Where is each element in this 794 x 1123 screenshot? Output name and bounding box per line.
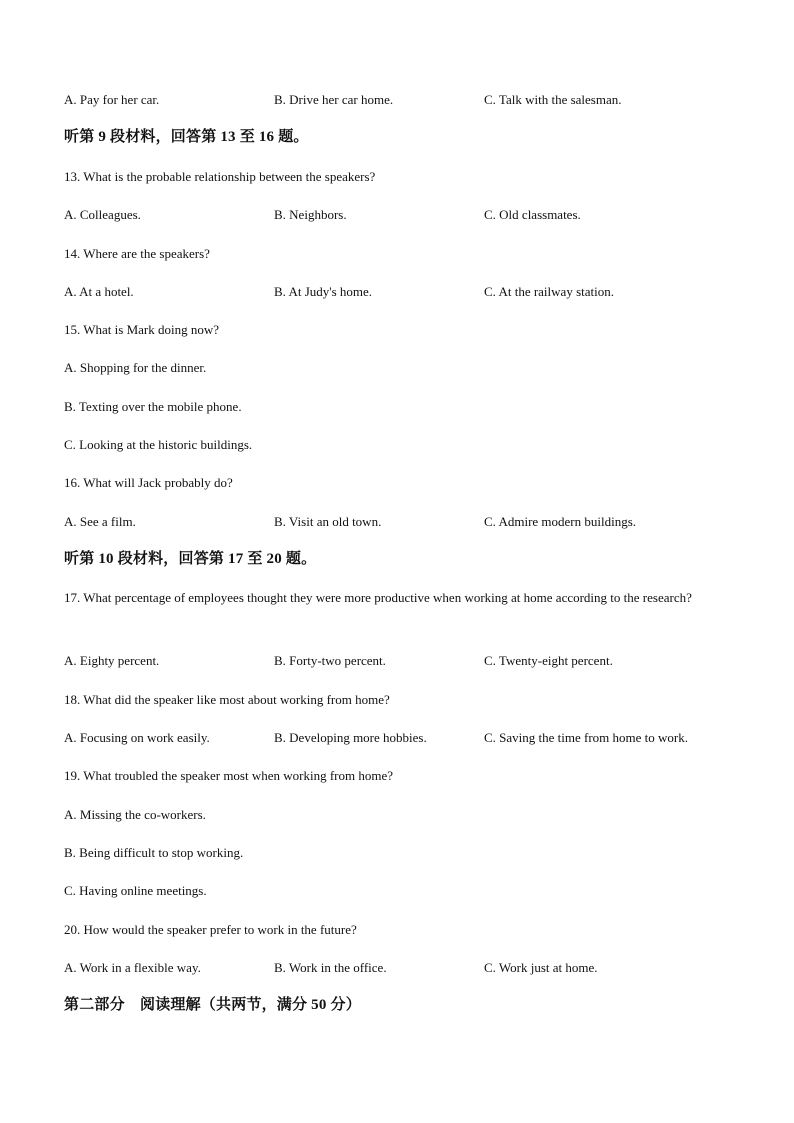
q18-option-c: C. Saving the time from home to work. bbox=[484, 730, 689, 745]
q14-option-a: A. At a hotel. bbox=[64, 284, 134, 299]
q12-option-c: C. Talk with the salesman. bbox=[484, 92, 622, 107]
q16-option-b: B. Visit an old town. bbox=[274, 514, 382, 529]
q18-option-a: A. Focusing on work easily. bbox=[64, 730, 210, 745]
q16-question: 16. What will Jack probably do? bbox=[64, 475, 233, 490]
q16-option-a: A. See a film. bbox=[64, 514, 136, 529]
q13-option-c: C. Old classmates. bbox=[484, 207, 581, 222]
q18-question: 18. What did the speaker like most about working from home? bbox=[64, 692, 390, 707]
q16-option-c: C. Admire modern buildings. bbox=[484, 514, 637, 529]
q15-question: 15. What is Mark doing now? bbox=[64, 322, 220, 337]
q17-option-b: B. Forty-two percent. bbox=[274, 653, 386, 668]
q15-option-b: B. Texting over the mobile phone. bbox=[64, 399, 242, 414]
q19-question: 19. What troubled the speaker most when working from home? bbox=[64, 768, 394, 783]
q14-question: 14. Where are the speakers? bbox=[64, 246, 210, 261]
section-10-heading: 听第 10 段材料，回答第 17 至 20 题。 bbox=[64, 551, 317, 567]
q13-option-b: B. Neighbors. bbox=[274, 207, 347, 222]
q17-option-a: A. Eighty percent. bbox=[64, 653, 160, 668]
q20-option-a: A. Work in a flexible way. bbox=[64, 960, 201, 975]
q15-option-a: A. Shopping for the dinner. bbox=[64, 360, 207, 375]
q19-option-b: B. Being difficult to stop working. bbox=[64, 845, 244, 860]
q20-question: 20. How would the speaker prefer to work in the future? bbox=[64, 922, 357, 937]
q17-question: 17. What percentage of employees thought they were more productive when working at home according to the research? bbox=[64, 590, 692, 605]
q12-option-b: B. Drive her car home. bbox=[274, 92, 394, 107]
q20-option-c: C. Work just at home. bbox=[484, 960, 598, 975]
q15-option-c: C. Looking at the historic buildings. bbox=[64, 437, 253, 452]
q18-option-b: B. Developing more hobbies. bbox=[274, 730, 427, 745]
q19-option-c: C. Having online meetings. bbox=[64, 883, 207, 898]
q13-option-a: A. Colleagues. bbox=[64, 207, 141, 222]
section-9-heading: 听第 9 段材料，回答第 13 至 16 题。 bbox=[64, 129, 309, 145]
q20-option-b: B. Work in the office. bbox=[274, 960, 387, 975]
q12-option-a: A. Pay for her car. bbox=[64, 92, 160, 107]
q14-option-c: C. At the railway station. bbox=[484, 284, 614, 299]
part-2-heading: 第二部分 阅读理解（共两节，满分 50 分） bbox=[64, 997, 361, 1013]
q14-option-b: B. At Judy's home. bbox=[274, 284, 373, 299]
q17-option-c: C. Twenty-eight percent. bbox=[484, 653, 613, 668]
q13-question: 13. What is the probable relationship between the speakers? bbox=[64, 169, 376, 184]
q19-option-a: A. Missing the co-workers. bbox=[64, 807, 206, 822]
